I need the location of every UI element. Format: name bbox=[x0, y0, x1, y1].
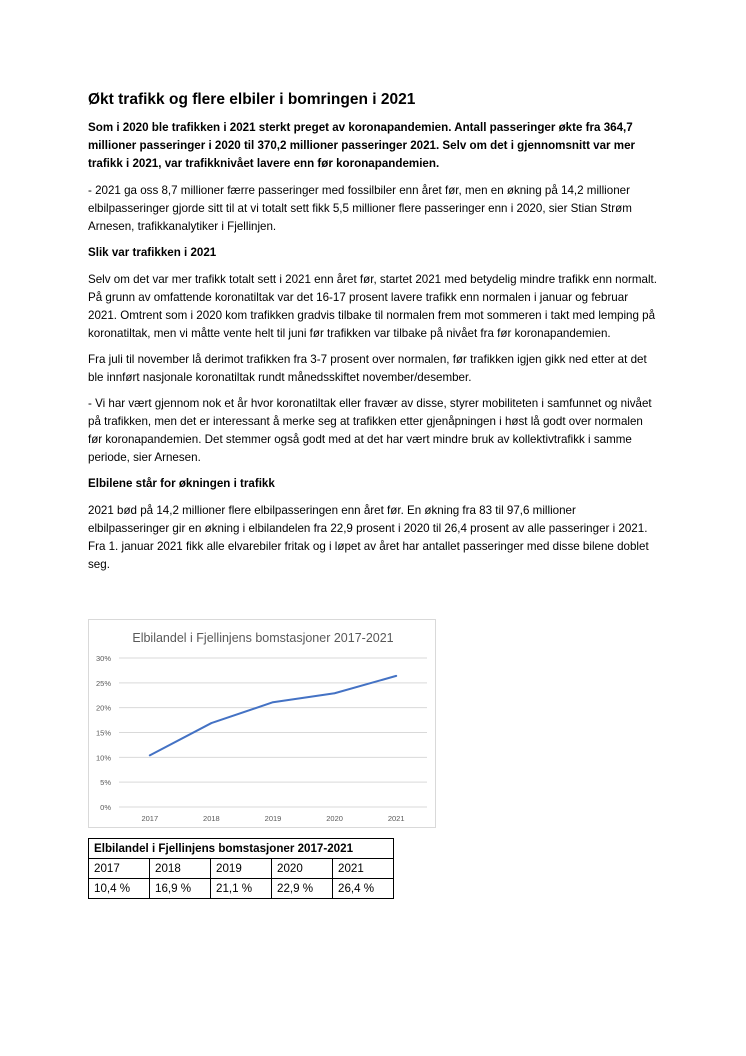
article bbox=[88, 90, 658, 582]
table-cell-year: 2021 bbox=[333, 859, 394, 879]
paragraph-ev: 2021 bød på 14,2 millioner flere elbilpasseringen enn året før. En økning fra 83 til 97,6 millioner elbilpasseringer gir en økning i elbilandelen fra 22,9 prosent i 2020 til 26,4 prosent av alle passeringer i 2021. Fra 1. januar 2021 fikk alle elvarebiler fritak og i løpet av året har antallet passeringer med disse bilene doblet seg. bbox=[88, 504, 649, 571]
x-tick-label: 2019 bbox=[264, 814, 282, 823]
y-tick-label: 5% bbox=[100, 778, 111, 788]
section-heading-traffic-2021: Slik var trafikken i 2021 bbox=[88, 246, 217, 259]
chart-title: Elbilandel i Fjellinjens bomstasjoner 2017-2021 bbox=[132, 631, 394, 645]
article-title: Økt trafikk og flere elbiler i bomringen i 2021 bbox=[88, 91, 416, 108]
x-tick-label: 2018 bbox=[203, 814, 220, 823]
data-point bbox=[272, 701, 274, 703]
table-cell-value: 10,4 % bbox=[89, 879, 150, 899]
y-tick-label: 15% bbox=[95, 728, 111, 738]
x-tick-label: 2021 bbox=[387, 814, 405, 823]
series-line bbox=[150, 676, 396, 755]
table-cell-value: 26,4 % bbox=[333, 879, 394, 899]
table-cell-value: 22,9 % bbox=[272, 879, 333, 899]
x-tick-label: 2017 bbox=[141, 814, 159, 823]
paragraph-traffic-1: Selv om det var mer trafikk totalt sett i 2021 enn året før, startet 2021 med betydelig mindre trafikk enn normalt. På grunn av omfattende koronatiltak var det 16-17 prosent lavere trafikk enn normalen i januar og februar 2021. Omtrent som i 2020 kom trafikken gradvis tilbake til normalen frem mot sommeren i takt med lemping på koronatiltak, men vi måtte vente helt til juni før trafikken var tilbake på nivået fra før koronapandemien. bbox=[88, 273, 657, 340]
table-cell-year: 2017 bbox=[89, 859, 150, 879]
data-point bbox=[149, 755, 151, 757]
data-point bbox=[395, 675, 397, 677]
article-lead: Som i 2020 ble trafikken i 2021 sterkt preget av koronapandemien. Antall passeringer økte fra 364,7 millioner passeringer i 2020 til 370,2 millioner passeringer 2021. Selv om det i gjennomsnitt var mer trafikk i 2021, var trafikknivået lavere enn før koronapandemien. bbox=[88, 121, 636, 170]
table-cell-year: 2020 bbox=[272, 859, 333, 879]
y-tick-label: 25% bbox=[95, 678, 111, 688]
data-point bbox=[334, 692, 336, 694]
paragraph-quote-1: - 2021 ga oss 8,7 millioner færre passeringer med fossilbiler enn året før, men en økning på 14,2 millioner elbilpasseringer gjorde sitt til at vi totalt sett fikk 5,5 millioner flere passeringer enn i 2020, sier Stian Strøm Arnesen, trafikkanalytiker i Fjellinjen. bbox=[88, 184, 632, 233]
table-title: Elbilandel i Fjellinjens bomstasjoner 2017-2021 bbox=[89, 839, 394, 859]
paragraph-quote-2: - Vi har vært gjennom nok et år hvor koronatiltak eller fravær av disse, styrer mobiliteten i samfunnet og nivået på trafikken, men det er interessant å merke seg at trafikken etter gjenåpningen i høst lå godt over normalen før koronapandemien. Det stemmer også godt med at det har vært mindre bruk av kollektivtrafikk i samme periode, sier Arnesen. bbox=[88, 397, 652, 464]
table-cell-year: 2019 bbox=[211, 859, 272, 879]
x-tick-label: 2020 bbox=[326, 814, 343, 823]
section-heading-ev-growth: Elbilene står for økningen i trafikk bbox=[88, 477, 275, 490]
y-tick-label: 30% bbox=[95, 654, 111, 663]
table-cell-value: 16,9 % bbox=[150, 879, 211, 899]
table-cell-year: 2018 bbox=[150, 859, 211, 879]
table-row-years bbox=[89, 859, 394, 879]
ev-share-table bbox=[88, 838, 394, 899]
table-title-row bbox=[89, 839, 394, 859]
y-tick-label: 10% bbox=[95, 753, 111, 763]
table-cell-value: 21,1 % bbox=[211, 879, 272, 899]
paragraph-traffic-2: Fra juli til november lå derimot trafikken fra 3-7 prosent over normalen, før trafikken igjen gikk ned etter at det ble innført nasjonale koronatiltak rundt månedsskiftet november/desember. bbox=[88, 353, 647, 384]
table-row-values bbox=[89, 879, 394, 899]
ev-share-chart-svg bbox=[89, 620, 437, 829]
data-point bbox=[211, 722, 213, 724]
y-tick-label: 20% bbox=[95, 703, 111, 713]
ev-share-chart bbox=[88, 619, 436, 828]
y-tick-label: 0% bbox=[100, 803, 111, 812]
